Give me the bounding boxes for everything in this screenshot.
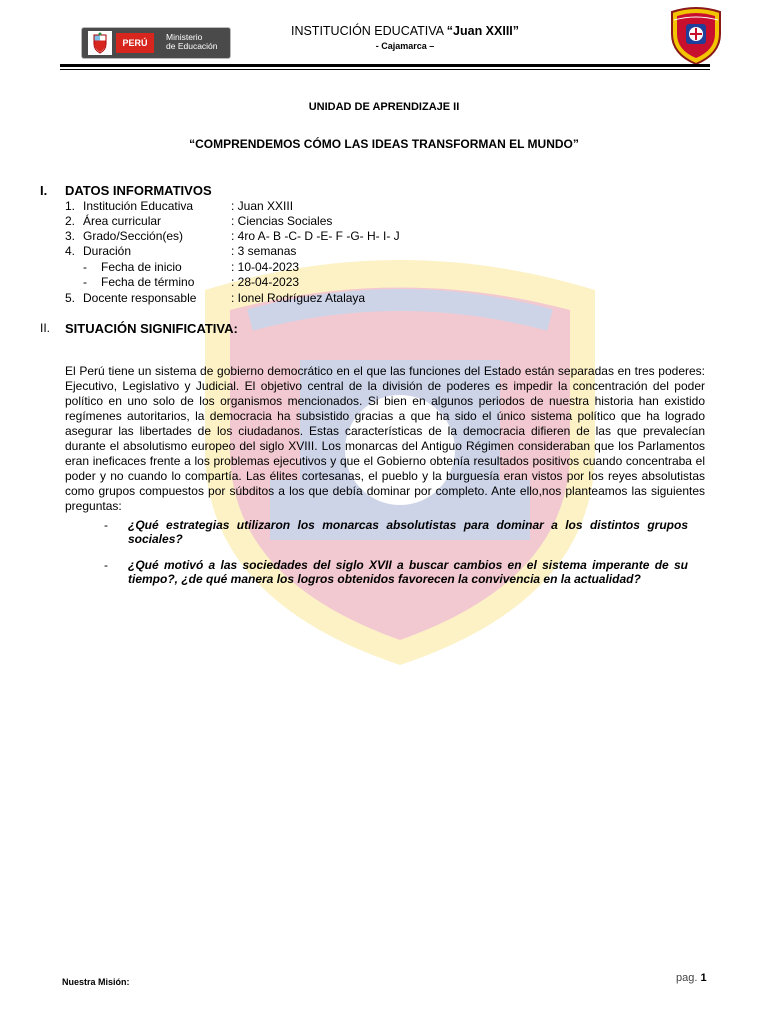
unidad-lema: “COMPRENDEMOS CÓMO LAS IDEAS TRANSFORMAN EL MUNDO” <box>189 137 579 151</box>
info-value: : Juan XXIII <box>231 199 294 213</box>
header-rule-thin <box>60 69 710 70</box>
info-number: 3. <box>65 229 76 243</box>
peru-coat-of-arms-icon <box>88 31 112 55</box>
info-number: 2. <box>65 214 76 228</box>
info-number: - <box>83 260 87 274</box>
info-number: 5. <box>65 291 76 305</box>
peru-label: PERÚ <box>116 33 154 53</box>
info-key: Docente responsable <box>83 291 197 305</box>
info-value: : 10-04-2023 <box>231 260 300 274</box>
info-key: Grado/Sección(es) <box>83 229 184 243</box>
info-key: Fecha de término <box>101 275 195 289</box>
info-number: 1. <box>65 199 76 213</box>
ministerio-line1: Ministerio <box>166 32 203 42</box>
situation-paragraph: El Perú tiene un sistema de gobierno democrático en el que las funciones del Estado están separadas en tres poderes: Ejecutivo, Legislativo y Judicial. El objetivo central de la división de poderes es impedir la concentración del poder político en uno solo de los organismos mencionados. Si bien en algunos periodos de nuestra historia han existido regímenes autoritarios, la democracia ha subsistido gracias a que ha sido el único sistema político que ha logrado asegurar las libertades de los ciudadanos. Estas características de la democracia difieren de las que prevalecían durante el absolutismo europeo del siglo XVIII. Los monarcas del Antiguo Régimen consideraban que los Parlamentos eran ineficaces frente a los problemas ejecutivos y que el Gobierno obtenía resultados positivos cuando concentraba el poder y no cuando lo compartía. Las élites cortesanas, el pueblo y la burguesía eran vistos por los reyes absolutistas como grupos compuestos por súbditos a los que debía dominar por completo. Ante ello,nos planteamos las siguientes preguntas: <box>65 364 705 513</box>
footer-mision: Nuestra Misión: <box>62 977 130 987</box>
info-value: : 3 semanas <box>231 244 297 258</box>
institution-location: - Cajamarca – <box>375 41 435 51</box>
info-value: : 4ro A- B -C- D -E- F -G- H- I- J <box>231 229 400 243</box>
info-number: 4. <box>65 244 76 258</box>
question-item: ¿Qué motivó a las sociedades del siglo XVII a buscar cambios en el sistema imperante de su tiempo?, ¿de qué manera los logros obtenidos favorecen la convivencia en la actualidad? <box>128 558 688 586</box>
minedu-logo <box>82 28 230 58</box>
section1-number: I. <box>40 183 48 198</box>
page-number-value: 1 <box>700 972 707 984</box>
section1-title: DATOS INFORMATIVOS <box>65 183 212 198</box>
info-key: Fecha de inicio <box>101 260 182 274</box>
institution-name: “Juan XXIII” <box>446 24 520 38</box>
info-value: : Ionel Rodríguez Atalaya <box>231 291 366 305</box>
page-label: pag. <box>676 972 701 984</box>
page-number <box>676 972 707 984</box>
info-key: Institución Educativa <box>83 199 194 213</box>
school-crest-icon <box>668 6 724 66</box>
section2-title: SITUACIÓN SIGNIFICATIVA: <box>65 321 238 336</box>
info-value: : 28-04-2023 <box>231 275 300 289</box>
unidad-title: UNIDAD DE APRENDIZAJE II <box>308 101 460 113</box>
institution-prefix: INSTITUCIÓN EDUCATIVA <box>290 24 447 38</box>
section2-number: II. <box>40 321 51 335</box>
header-rule-thick <box>60 64 710 67</box>
info-number: - <box>83 275 87 289</box>
info-key: Duración <box>83 244 132 258</box>
institution-title <box>250 24 560 38</box>
question-bullet: - <box>104 518 108 532</box>
ministerio-line2: de Educación <box>166 41 218 51</box>
info-value: : Ciencias Sociales <box>231 214 333 228</box>
question-bullet: - <box>104 558 108 572</box>
question-item: ¿Qué estrategias utilizaron los monarcas absolutistas para dominar a los distintos grupos sociales? <box>128 518 688 546</box>
ministerio-label <box>166 33 218 51</box>
info-key: Área curricular <box>83 214 162 228</box>
